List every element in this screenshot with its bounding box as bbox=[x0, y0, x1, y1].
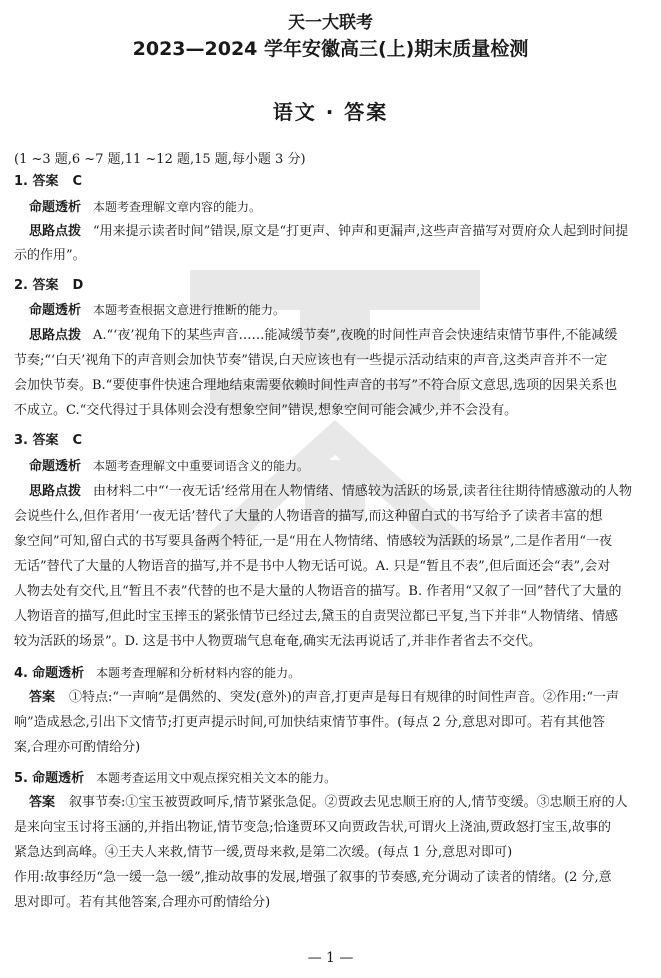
q1-answer-value: C bbox=[72, 174, 83, 189]
q1-answer-line bbox=[14, 174, 82, 190]
organization-title: 天一大联考 bbox=[288, 13, 373, 33]
q1-tips-line-1: 示的作用”。 bbox=[14, 248, 86, 263]
q5-answer-line-4: 思对即可。若有其他答案,合理亦可酌情给分) bbox=[14, 895, 271, 910]
q5-answer-line-1: 是来向宝玉讨将玉涵的,并指出物证,情节变急;恰逢贾环又向贾政告状,可谓火上浇油,贾政怒打宝玉,故事的 bbox=[14, 820, 612, 835]
q3-tips-line-6: 较为活跃的场景”。D. 这是书中人物贾瑞气息奄奄,确实无法再说话了,并非作者省去不交代。 bbox=[14, 634, 542, 649]
q1-tips-label: 思路点拨 bbox=[29, 224, 82, 239]
q5-focus-label: 命题透析 bbox=[32, 771, 85, 786]
q5-answer-line-0: 答案 叙事节奏:①宝玉被贾政呵斥,情节紧张急促。②贾政去见忠顺王府的人,情节变缓。③忠顺王府的人 bbox=[29, 795, 628, 810]
q5-answer-line-3: 作用:故事经历“急一缓一急一缓”,推动故事的发展,增强了叙事的节奏感,充分调动了读者的情绪。(2 分,意 bbox=[14, 870, 612, 885]
q2-focus bbox=[29, 302, 285, 319]
intro-note: (1 ~3 题,6 ~7 题,11 ~12 题,15 题,每小题 3 分) bbox=[14, 152, 306, 167]
q1-number: 1. bbox=[14, 174, 28, 189]
q2-tips-line-0: 思路点拨 A.“‘夜’视角下的某些声音……能减缓节奏”,夜晚的时间性声音会快速结束情节事件,不能减缓 bbox=[29, 328, 618, 343]
q1-tips-line-0: 思路点拨 “用来提示读者时间”错误,原文是“打更声、钟声和更漏声,这些声音描写对贾府众人起到时间提 bbox=[29, 224, 629, 239]
q2-focus-label: 命题透析 bbox=[29, 303, 82, 318]
q3-tips-label: 思路点拨 bbox=[29, 484, 82, 499]
q3-tips-line-5: 人物语音的描写,但此时宝玉摔玉的紧张情节已经过去,黛玉的自责哭泣都已平复,当下并非“人物情绪、情感 bbox=[14, 609, 619, 624]
q3-focus-label: 命题透析 bbox=[29, 459, 82, 474]
q4-answer-label: 答案 bbox=[29, 690, 56, 705]
q3-tips-line-4: 人物去处有交代,且“暂且不表”代替的也不是大量的人物语音的描写。B. 作者用“又叙了一回”替代了大量的 bbox=[14, 584, 622, 599]
q4-answer-line-1: 响”造成悬念,引出下文情节;打更声提示时间,可加快结束情节事件。(每点 2 分,意思对即可。若有其他答 bbox=[14, 715, 606, 730]
q3-focus-text: 本题考查理解文中重要词语含义的能力。 bbox=[93, 459, 310, 473]
q4-focus bbox=[14, 665, 300, 682]
q2-focus-text: 本题考查根据文意进行推断的能力。 bbox=[93, 303, 286, 317]
q3-focus bbox=[29, 458, 309, 475]
q5-number: 5. bbox=[14, 771, 28, 786]
q3-tips-line-2: 象空间”可知,留白式的书写要具备两个特征,一是“用在人物情绪、情感较为活跃的场景”,二是作者用“一夜 bbox=[14, 534, 612, 549]
q3-answer-label: 答案 bbox=[32, 433, 59, 448]
q4-focus-text: 本题考查理解和分析材料内容的能力。 bbox=[96, 666, 301, 680]
q1-answer-label: 答案 bbox=[32, 174, 59, 189]
q5-answer-label: 答案 bbox=[29, 795, 56, 810]
q3-tips-line-1: 会说些什么,但作者用‘一夜无话’替代了大量的人物语音的描写,而这种留白式的书写给予了读者丰富的想 bbox=[14, 509, 603, 524]
q4-focus-label: 命题透析 bbox=[32, 666, 85, 681]
q4-number: 4. bbox=[14, 666, 28, 681]
q1-focus bbox=[29, 199, 261, 216]
q2-tips-line-1: 节奏;“‘白天’视角下的声音则会加快节奏”错误,白天应该也有一些提示活动结束的声音,这类声音并不一定 bbox=[14, 353, 608, 368]
q2-tips-label: 思路点拨 bbox=[29, 328, 82, 343]
q2-number: 2. bbox=[14, 278, 28, 293]
subject-title: 语文 · 答案 bbox=[272, 100, 389, 124]
q2-answer-value: D bbox=[72, 278, 84, 293]
q4-answer-line-0: 答案 ①特点:“一声响”是偶然的、突发(意外)的声音,打更声是每日有规律的时间性声音。②作用:“一声 bbox=[29, 690, 619, 705]
q3-tips-line-3: 无话”替代了大量的人物语音的描写,并不是书中人物无话可说。A. 只是“暂且不表”,但后面还会“表”,会对 bbox=[14, 559, 611, 574]
q5-focus-text: 本题考查运用文中观点探究相关文本的能力。 bbox=[96, 771, 337, 785]
q1-focus-label: 命题透析 bbox=[29, 200, 82, 215]
q2-tips-line-2: 会加快节奏。B.“要使事件快速合理地结束需要依赖时间性声音的书写”不符合原文意思,选项的因果关系也 bbox=[14, 378, 618, 393]
q3-answer-line bbox=[14, 433, 82, 449]
page-number: — 1 — bbox=[307, 950, 354, 966]
q2-answer-label: 答案 bbox=[32, 278, 59, 293]
q3-answer-value: C bbox=[72, 433, 83, 448]
q5-answer-line-2: 紧急达到高峰。④王夫人来救,情节一缓,贾母来救,是第二次缓。(每点 1 分,意思对即可) bbox=[14, 845, 513, 860]
exam-title: 2023—2024 学年安徽高三(上)期末质量检测 bbox=[132, 38, 529, 60]
q3-number: 3. bbox=[14, 433, 28, 448]
q5-focus bbox=[14, 770, 336, 787]
q2-answer-line bbox=[14, 278, 83, 294]
q4-answer-line-2: 案,合理亦可酌情给分) bbox=[14, 740, 141, 755]
q1-focus-text: 本题考查理解文章内容的能力。 bbox=[93, 200, 262, 214]
q3-tips-line-0: 思路点拨 由材料二中“‘一夜无话’经常用在人物情绪、情感较为活跃的场景,读者往往期待情感激动的人物 bbox=[29, 484, 633, 499]
q2-tips-line-3: 不成立。C.“交代得过于具体则会没有想象空间”错误,想象空间可能会减少,并不会没有。 bbox=[14, 403, 518, 418]
